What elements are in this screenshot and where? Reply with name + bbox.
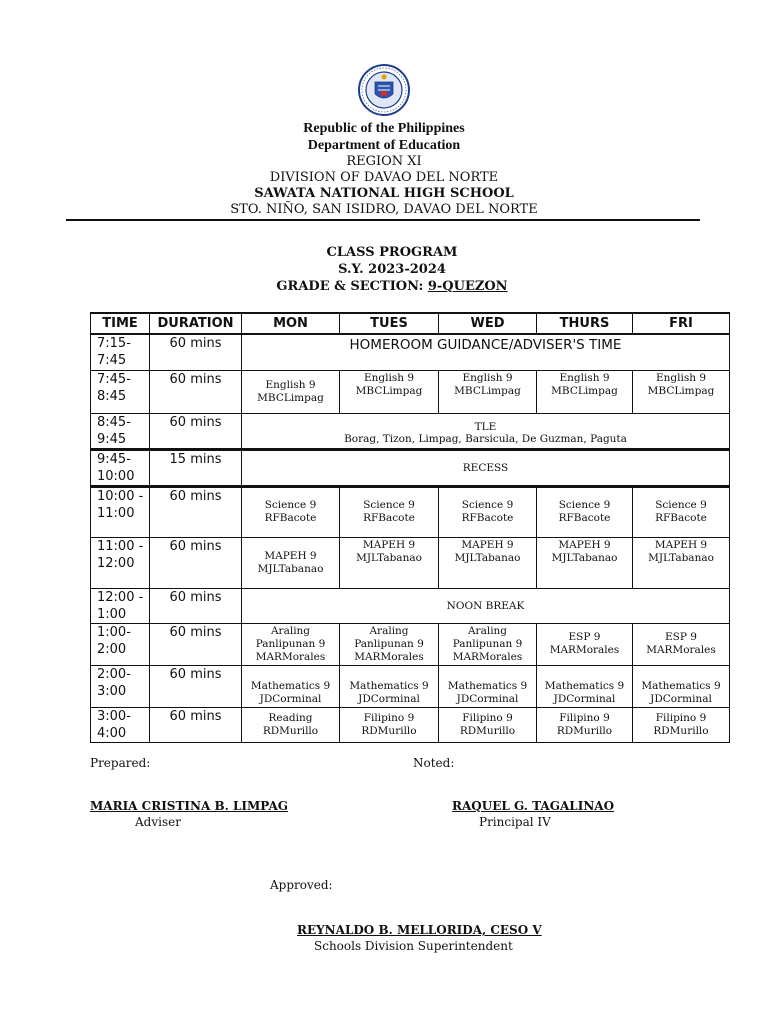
subject-name: Araling Panlipunan 9 <box>452 624 523 650</box>
subject-cell <box>633 665 730 707</box>
teacher-name: JDCorminal <box>650 692 712 705</box>
subject-name: Mathematics 9 <box>641 679 721 692</box>
teacher-name: JDCorminal <box>358 692 420 705</box>
col-header: TIME <box>91 313 150 334</box>
teacher-name: RFBacote <box>461 512 514 524</box>
duration-cell: 15 mins <box>150 449 242 486</box>
col-header: MON <box>242 313 340 334</box>
duration-cell: 60 mins <box>150 665 242 707</box>
sds-name: REYNALDO B. MELLORIDA, CESO V <box>297 923 542 937</box>
teacher-name: MBCLimpag <box>355 384 423 397</box>
subject-name: Mathematics 9 <box>349 679 429 692</box>
subject-cell <box>439 537 537 588</box>
teacher-name: RDMurillo <box>262 724 319 737</box>
teacher-name: JDCorminal <box>553 692 616 705</box>
teacher-name: MARMorales <box>354 650 424 663</box>
subject-cell <box>242 623 340 665</box>
duration-cell: 60 mins <box>150 413 242 449</box>
time-cell: 2:00-3:00 <box>91 665 150 707</box>
table-row <box>91 334 730 370</box>
subject-name: MAPEH 9 <box>461 538 514 551</box>
subject-cell <box>439 707 537 742</box>
noon-break-cell: NOON BREAK <box>242 588 730 623</box>
department-line: Department of Education <box>307 138 461 153</box>
subject-cell <box>439 665 537 707</box>
table-row <box>91 537 730 588</box>
subject-cell <box>537 707 633 742</box>
subject-cell <box>633 486 730 537</box>
noted-label: Noted: <box>413 756 455 770</box>
teacher-name: MBCLimpag <box>257 391 324 404</box>
republic-line: Republic of the Philippines <box>303 121 465 136</box>
subject-name: Science 9 <box>558 499 611 511</box>
time-cell: 11:00 - 12:00 <box>91 537 150 588</box>
deped-seal-icon <box>358 64 410 116</box>
subject-name: MAPEH 9 <box>362 538 416 551</box>
duration-cell: 60 mins <box>150 370 242 413</box>
time-cell: 3:00-4:00 <box>91 707 150 742</box>
col-header: DURATION <box>150 313 242 334</box>
homeroom-cell: HOMEROOM GUIDANCE/ADVISER'S TIME <box>242 334 730 370</box>
subject-cell <box>633 623 730 665</box>
table-row <box>91 623 730 665</box>
subject-name: ESP 9 <box>665 631 697 643</box>
subject-name: MAPEH 9 <box>558 538 611 551</box>
prepared-label: Prepared: <box>90 756 151 770</box>
teacher-name: MBCLimpag <box>551 384 618 397</box>
subject-cell <box>242 665 340 707</box>
teacher-name: RDMurillo <box>653 724 709 737</box>
subject-cell <box>340 370 439 413</box>
subject-cell <box>537 370 633 413</box>
page-title: CLASS PROGRAM <box>326 245 458 260</box>
teacher-name: MJLTabanao <box>356 551 422 564</box>
subject-cell <box>537 623 633 665</box>
adviser-title: Adviser <box>135 815 181 829</box>
teacher-name: RFBacote <box>558 512 611 524</box>
subject-cell <box>537 486 633 537</box>
subject-cell <box>340 486 439 537</box>
subject-name: Science 9 <box>461 499 514 511</box>
subject-cell <box>242 707 340 742</box>
grade-section <box>0 279 768 294</box>
subject-name: Science 9 <box>264 499 317 511</box>
principal-title: Principal IV <box>479 815 551 829</box>
time-cell: 9:45-10:00 <box>91 449 150 486</box>
subject-name: Filipino 9 <box>559 711 610 724</box>
teacher-name: MARMorales <box>255 650 326 663</box>
teacher-name: MARMorales <box>646 644 716 656</box>
approved-label: Approved: <box>270 878 333 892</box>
duration-cell: 60 mins <box>150 588 242 623</box>
time-cell: 7:45-8:45 <box>91 370 150 413</box>
subject-cell <box>340 623 439 665</box>
principal-name: RAQUEL G. TAGALINAO <box>452 799 615 813</box>
table-row <box>91 370 730 413</box>
teacher-name: RDMurillo <box>361 724 417 737</box>
subject-cell <box>340 707 439 742</box>
col-header: TUES <box>340 313 439 334</box>
division-line: DIVISION OF DAVAO DEL NORTE <box>269 170 499 185</box>
tle-label: TLE <box>474 420 497 433</box>
subject-name: ESP 9 <box>568 631 601 643</box>
time-cell: 10:00 - 11:00 <box>91 486 150 537</box>
duration-cell: 60 mins <box>150 334 242 370</box>
subject-name: MAPEH 9 <box>654 538 708 551</box>
adviser-name: MARIA CRISTINA B. LIMPAG <box>90 799 289 813</box>
col-header: WED <box>439 313 537 334</box>
subject-cell <box>242 486 340 537</box>
col-header: THURS <box>537 313 633 334</box>
subject-cell <box>340 537 439 588</box>
subject-name: Filipino 9 <box>462 711 513 724</box>
teacher-name: MARMorales <box>549 644 620 656</box>
subject-cell <box>537 665 633 707</box>
subject-name: English 9 <box>655 371 707 384</box>
subject-cell <box>439 370 537 413</box>
subject-cell <box>537 537 633 588</box>
subject-cell <box>439 486 537 537</box>
teacher-name: JDCorminal <box>259 692 322 705</box>
duration-cell: 60 mins <box>150 623 242 665</box>
teacher-name: RFBacote <box>363 512 415 524</box>
col-header: FRI <box>633 313 730 334</box>
table-row <box>91 449 730 486</box>
subject-name: MAPEH 9 <box>264 549 317 562</box>
subject-cell <box>242 370 340 413</box>
subject-name: Mathematics 9 <box>544 679 625 692</box>
subject-name: Araling Panlipunan 9 <box>354 624 424 650</box>
subject-name: Science 9 <box>363 499 415 511</box>
time-cell: 1:00-2:00 <box>91 623 150 665</box>
duration-cell: 60 mins <box>150 537 242 588</box>
subject-name: Reading <box>268 711 313 724</box>
table-header-row <box>91 313 730 334</box>
teacher-name: MBCLimpag <box>647 384 715 397</box>
subject-name: Filipino 9 <box>363 711 415 724</box>
time-cell: 7:15-7:45 <box>91 334 150 370</box>
teacher-name: RFBacote <box>264 512 317 524</box>
subject-cell <box>439 623 537 665</box>
recess-cell: RECESS <box>242 449 730 486</box>
subject-cell <box>633 370 730 413</box>
teacher-name: MARMorales <box>452 650 523 663</box>
subject-cell <box>242 537 340 588</box>
time-cell: 12:00 - 1:00 <box>91 588 150 623</box>
section-value: 9-QUEZON <box>427 279 508 294</box>
tle-cell <box>242 413 730 449</box>
teacher-name: MJLTabanao <box>454 551 521 564</box>
subject-name: Science 9 <box>655 499 707 511</box>
teacher-name: MJLTabanao <box>551 551 618 564</box>
subject-cell <box>340 665 439 707</box>
school-name: SAWATA NATIONAL HIGH SCHOOL <box>254 186 514 201</box>
table-row <box>91 486 730 537</box>
subject-name: English 9 <box>559 371 610 384</box>
subject-name: English 9 <box>462 371 513 384</box>
teacher-name: RDMurillo <box>556 724 613 737</box>
teacher-name: RDMurillo <box>459 724 516 737</box>
teacher-name: JDCorminal <box>456 692 519 705</box>
tle-teachers: Borag, Tizon, Limpag, Barsicula, De Guzman, Paguta <box>344 432 627 445</box>
table-row <box>91 413 730 449</box>
header-rule <box>66 219 700 221</box>
subject-name: Araling Panlipunan 9 <box>255 624 326 650</box>
teacher-name: RFBacote <box>655 512 707 524</box>
table-row <box>91 665 730 707</box>
subject-cell <box>633 537 730 588</box>
duration-cell: 60 mins <box>150 486 242 537</box>
subject-cell <box>633 707 730 742</box>
subject-name: English 9 <box>363 371 415 384</box>
subject-name: Mathematics 9 <box>250 679 331 692</box>
teacher-name: MJLTabanao <box>257 562 324 575</box>
region-line: REGION XI <box>346 154 422 169</box>
table-row <box>91 588 730 623</box>
school-year: S.Y. 2023-2024 <box>338 262 446 277</box>
teacher-name: MBCLimpag <box>454 384 521 397</box>
duration-cell: 60 mins <box>150 707 242 742</box>
school-address: STO. NIÑO, SAN ISIDRO, DAVAO DEL NORTE <box>230 202 538 217</box>
teacher-name: MJLTabanao <box>648 551 714 564</box>
subject-name: English 9 <box>265 378 316 391</box>
sds-title: Schools Division Superintendent <box>314 939 513 953</box>
class-schedule-table <box>90 312 730 743</box>
time-cell: 8:45-9:45 <box>91 413 150 449</box>
section-label: GRADE & SECTION: <box>276 279 424 294</box>
subject-name: Mathematics 9 <box>447 679 528 692</box>
table-row <box>91 707 730 742</box>
subject-name: Filipino 9 <box>655 711 707 724</box>
